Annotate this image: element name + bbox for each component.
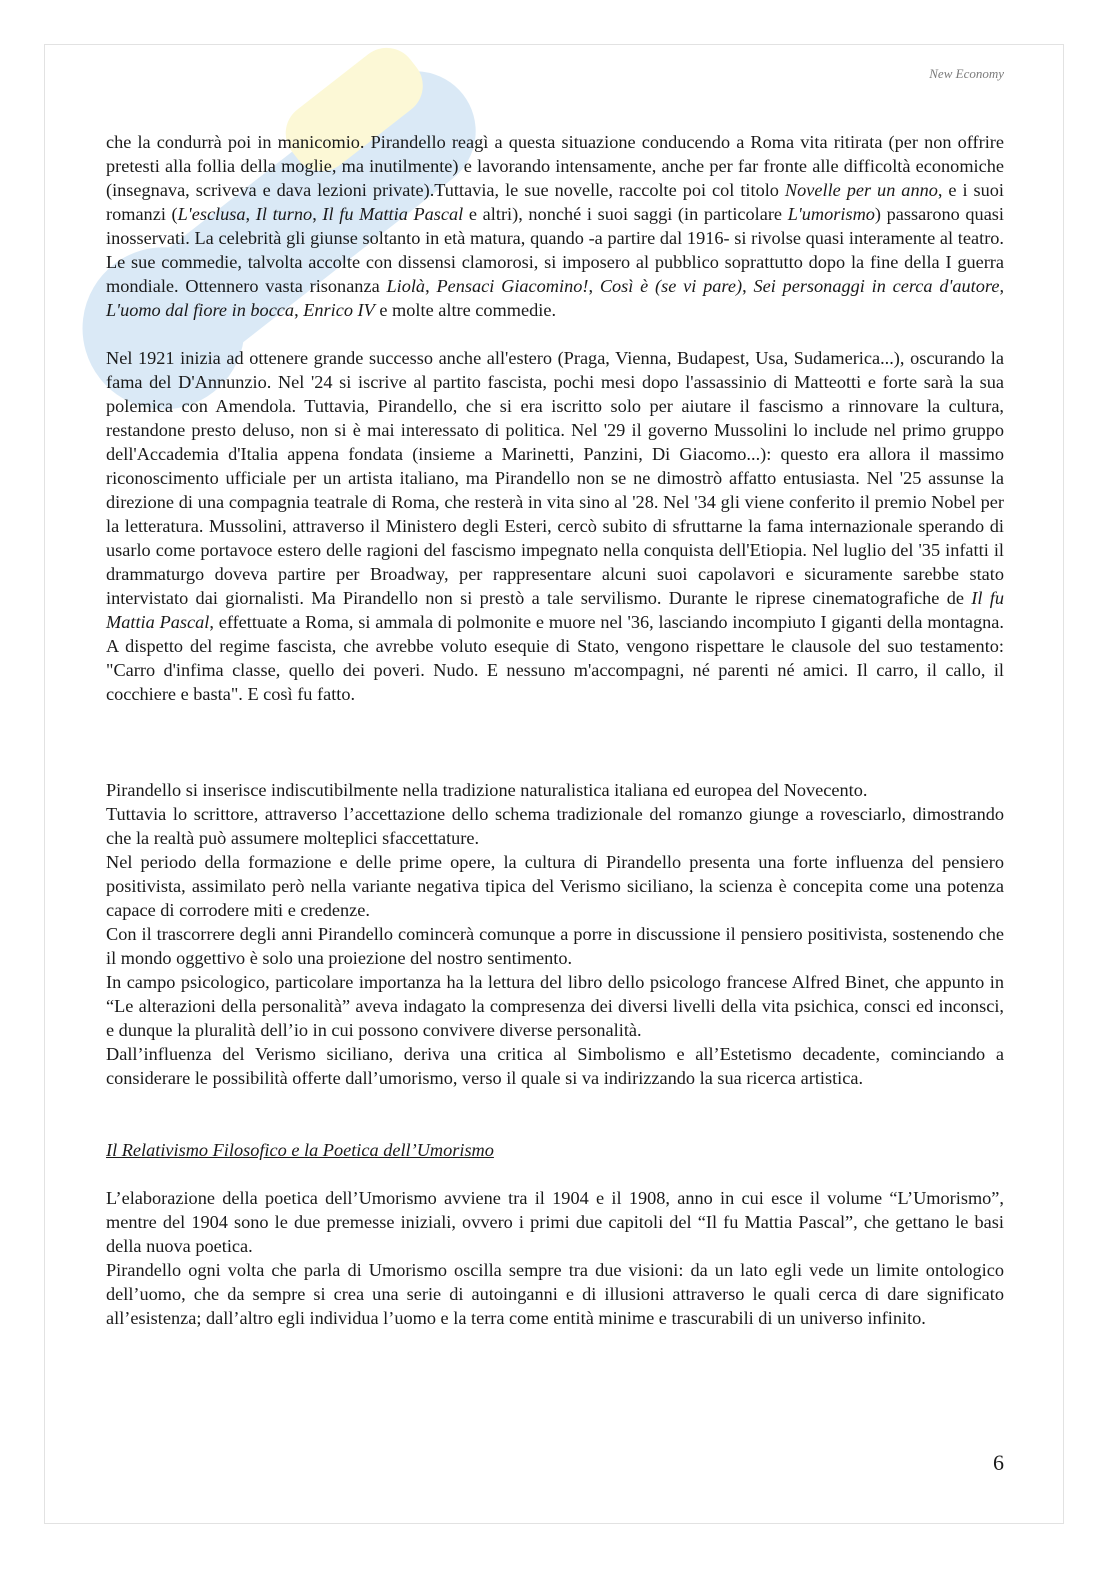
paragraph-binet: In campo psicologico, particolare importanza ha la lettura del libro dello psicologo francese Alfred Binet, che appunto in “Le alterazioni della personalità” aveva indagato la compresenza dei diversi livelli della vita psichica, consci ed inconsci, e dunque la pluralità dell’io in cui possono convivere diverse personalità. — [106, 972, 1004, 1040]
work-title: L'esclusa — [177, 204, 246, 224]
work-title: Così è (se vi pare) — [599, 276, 743, 296]
paragraph-objective-world: Con il trascorrere degli anni Pirandello comincerà comunque a porre in discussione il pensiero positivista, sostenendo che il mondo oggettivo è solo una proiezione del nostro sentimento. — [106, 924, 1004, 968]
work-title: Enrico IV — [303, 300, 375, 320]
work-title: Sei personaggi in cerca d'autore — [753, 276, 1000, 296]
paragraph-biography-2: Nel 1921 inizia ad ottenere grande successo anche all'estero (Praga, Vienna, Budapest, Usa, Sudamerica...), oscurando la fama del D'Annunzio. Nel '24 si iscrive al partito fascista, pochi mesi dopo l'assassinio di Matteotti e forte sarà la sua polemica con Amendola. Tuttavia, Pirandello, che si era iscritto solo per aiutare il fascismo a rinnovare la cultura, restandone presto deluso, non si è mai interessato di politica. Nel '29 il governo Mussolini lo include nel primo gruppo dell'Accademia d'Italia appena fondata (insieme a Marinetti, Panzini, Di Giacomo...): questo era allora il massimo riconoscimento ufficiale per un artista italiano, ma Pirandello non se ne dimostrò affatto entusiasta. Nel '25 assunse la direzione di una compagnia teatrale di Roma, che resterà in vita sino al '28. Nel '34 gli viene conferito il premio Nobel per la letteratura. Mussolini, attraverso il Ministero degli Esteri, cercò subito di sfruttarne la fama internazionale sperando di usarlo come portavoce estero delle ragioni del fascismo impegnato nella conquista dell'Etiopia. Nel luglio del '35 infatti il drammaturgo doveva partire per Broadway, per rappresentare alcuni suoi capolavori e sicuramente sarebbe stato intervistato dai giornalisti. Ma Pirandello non si prestò a tale servilismo. Durante le riprese cinematografiche de Il fu Mattia Pascal, effettuate a Roma, si ammala di polmonite e muore nel '36, lasciando incompiuto I giganti della montagna. A dispetto del regime fascista, che avrebbe voluto esequie di Stato, vengono rispettare le clausole del suo testamento: "Carro d'infima classe, quello dei poveri. Nudo. E nessuno m'accompagni, né parenti né amici. Il carro, il callo, il cocchiere e basta". E così fu fatto. — [106, 348, 1004, 704]
work-title: Novelle per un anno — [784, 180, 938, 200]
paragraph-biography-1: che la condurrà poi in manicomio. Pirandello reagì a questa situazione conducendo a Roma vita ritirata (per non offrire pretesti alla follia della moglie, ma inutilmente) e lavorando intensamente, anche per far fronte alle difficoltà economiche (insegnava, scriveva e dava lezioni private).Tuttavia, le sue novelle, raccolte poi col titolo Novelle per un anno, e i suoi romanzi (L'esclusa, Il turno, Il fu Mattia Pascal e altri), nonché i suoi saggi (in particolare L'umorismo) passarono quasi inosservati. La celebrità gli giunse soltanto in età matura, quando -a partire dal 1916- si rivolse quasi interamente al teatro. Le sue commedie, talvolta accolte con dissensi clamorosi, si imposero al pubblico soprattutto dopo la fine della I guerra mondiale. Ottennero vasta risonanza Liolà, Pensaci Giacomino!, Così è (se vi pare), Sei personaggi in cerca d'autore, L'uomo dal fiore in bocca, Enrico IV e molte altre commedie. — [106, 132, 1005, 320]
page-number: 6 — [993, 1450, 1004, 1475]
work-title: Pensaci Giacomino! — [436, 276, 589, 296]
paragraph-umorismo-visions: Pirandello ogni volta che parla di Umorismo oscilla sempre tra due visioni: da un lato egli vede un limite ontologico dell’uomo, che da sempre si crea una serie di autoinganni e di illusioni attraverso le quali cerca di dare significato all’esistenza; dall’altro egli individua l’uomo e la terra come entità minime e trascurabili di un universo infinito. — [106, 1260, 1004, 1328]
work-title: Il turno — [255, 204, 313, 224]
paragraph-umorismo-elaboration: L’elaborazione della poetica dell’Umorismo avviene tra il 1904 e il 1908, anno in cui esce il volume “L’Umorismo”, mentre del 1904 sono le due premesse iniziali, ovvero i primi due capitoli del “Il fu Mattia Pascal”, che gettano le basi della nuova poetica. — [106, 1188, 1004, 1256]
work-title: Il fu Mattia Pascal — [106, 588, 1004, 632]
section-heading: Il Relativismo Filosofico e la Poetica dell’Umorismo — [106, 1140, 494, 1160]
page-content — [106, 130, 1004, 1330]
paragraph-positivism: Nel periodo della formazione e delle prime opere, la cultura di Pirandello presenta una forte influenza del pensiero positivista, assimilato però nella variante negativa tipica del Verismo siciliano, la scienza è concepita come una potenza capace di corrodere miti e credenze. — [106, 852, 1004, 920]
paragraph-naturalism: Pirandello si inserisce indiscutibilmente nella tradizione naturalistica italiana ed europea del Novecento. — [106, 780, 868, 800]
work-title: L'uomo dal fiore in bocca — [106, 300, 295, 320]
work-title: L'umorismo — [787, 204, 875, 224]
paragraph-novel-structure: Tuttavia lo scrittore, attraverso l’accettazione dello schema tradizionale del romanzo giunge a rovesciarlo, dimostrando che la realtà può assumere molteplici sfaccettature. — [106, 804, 1004, 848]
work-title: Il fu Mattia Pascal — [322, 204, 464, 224]
paragraph-verismo-critique: Dall’influenza del Verismo siciliano, deriva una critica al Simbolismo e all’Estetismo decadente, cominciando a considerare le possibilità offerte dall’umorismo, verso il quale si va indirizzando la sua ricerca artistica. — [106, 1044, 1004, 1088]
running-header: New Economy — [929, 66, 1004, 81]
work-title: Liolà — [386, 276, 426, 296]
